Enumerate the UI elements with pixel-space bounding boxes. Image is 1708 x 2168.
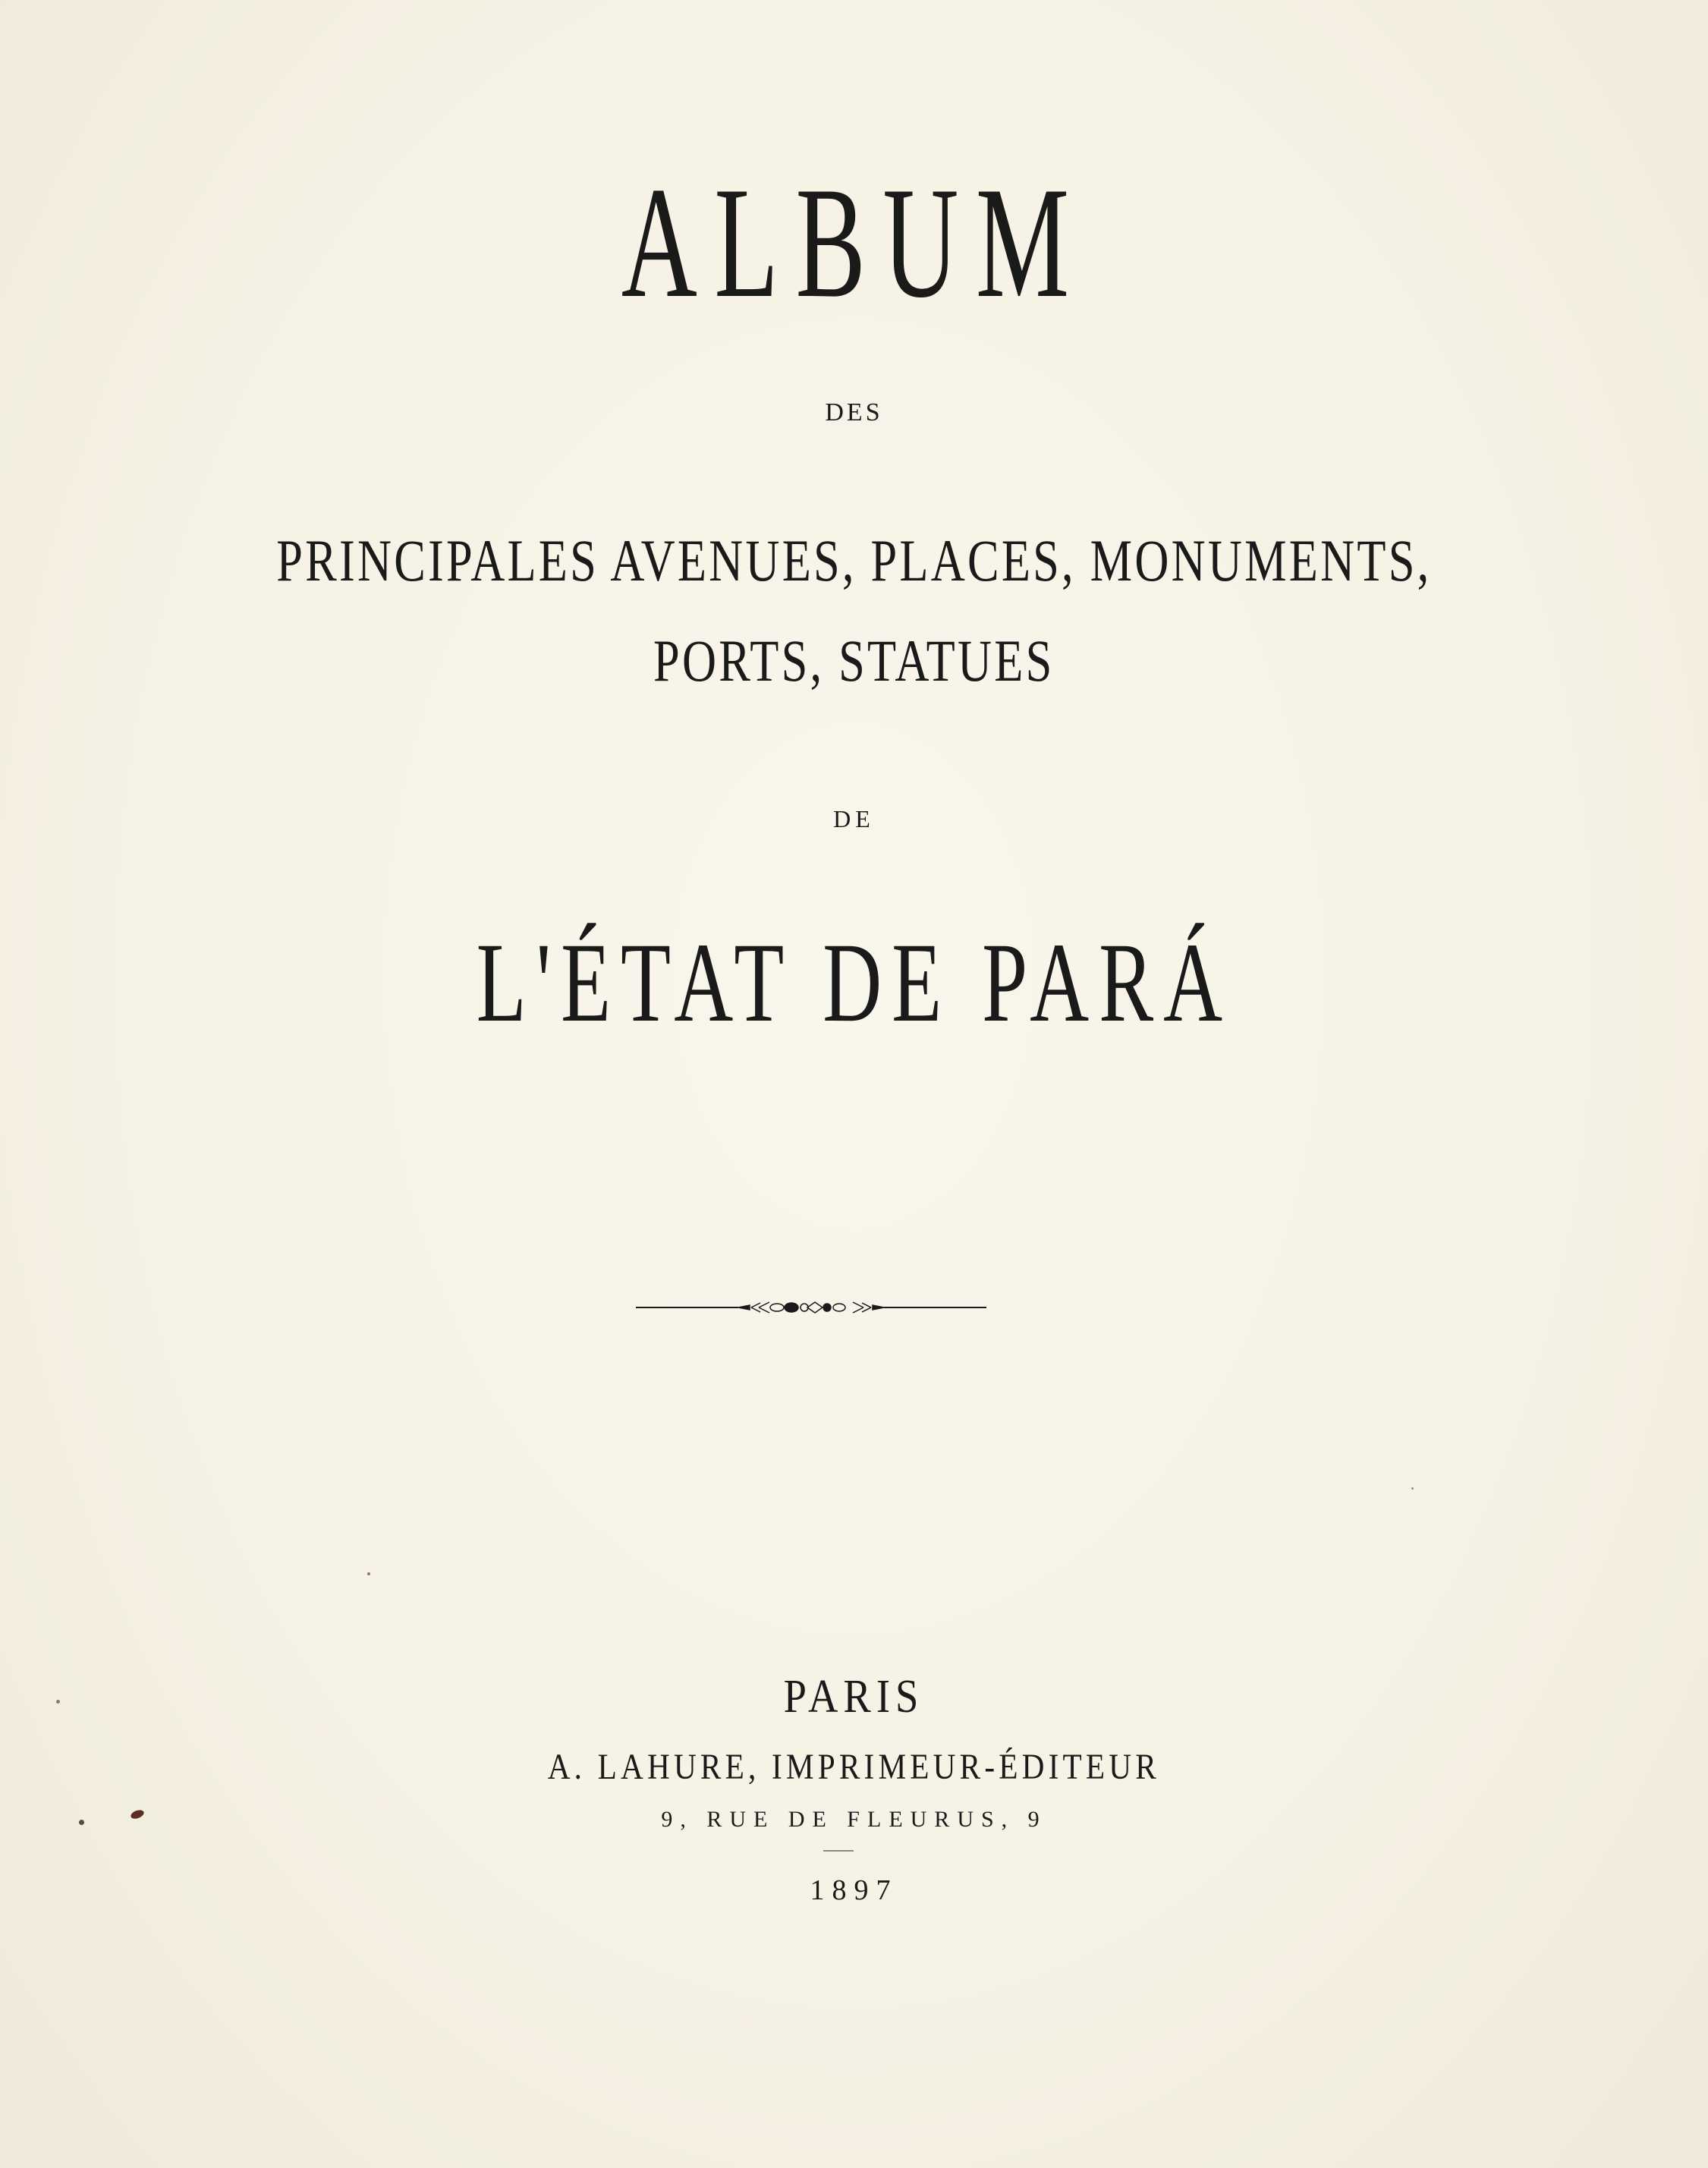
book-title-text: ALBUM [621,155,1087,331]
imprint-address [0,1808,1708,1831]
connector-des [0,400,1708,426]
fleuron-rule-icon [636,1296,986,1319]
paper-speck [79,1820,84,1825]
state-name-text: L'ÉTAT DE PARÁ [476,920,1232,1046]
subtitle-line-2 [0,628,1708,694]
imprint-address-text: 9, RUE DE FLEURUS, 9 [661,1807,1047,1832]
imprint-divider [823,1850,854,1852]
imprint-city [0,1671,1708,1723]
book-title [0,155,1708,331]
subtitle-line-1-text: PRINCIPALES AVENUES, PLACES, MONUMENTS, [276,527,1432,593]
paper-speck [367,1572,370,1575]
imprint-year-text: 1897 [810,1874,898,1906]
connector-de [0,807,1708,831]
subtitle-line-1 [0,527,1708,593]
subtitle-line-2-text: PORTS, STATUES [653,628,1055,694]
imprint-year [0,1876,1708,1905]
paper-speck [1411,1487,1414,1490]
imprint-city-text: PARIS [784,1671,924,1723]
imprint-publisher [0,1749,1708,1786]
connector-des-text: DES [825,398,883,426]
connector-de-text: DE [833,805,875,832]
state-name [0,920,1708,1046]
paper-speck [56,1700,60,1704]
imprint-publisher-text: A. LAHURE, IMPRIMEUR-ÉDITEUR [547,1747,1161,1787]
